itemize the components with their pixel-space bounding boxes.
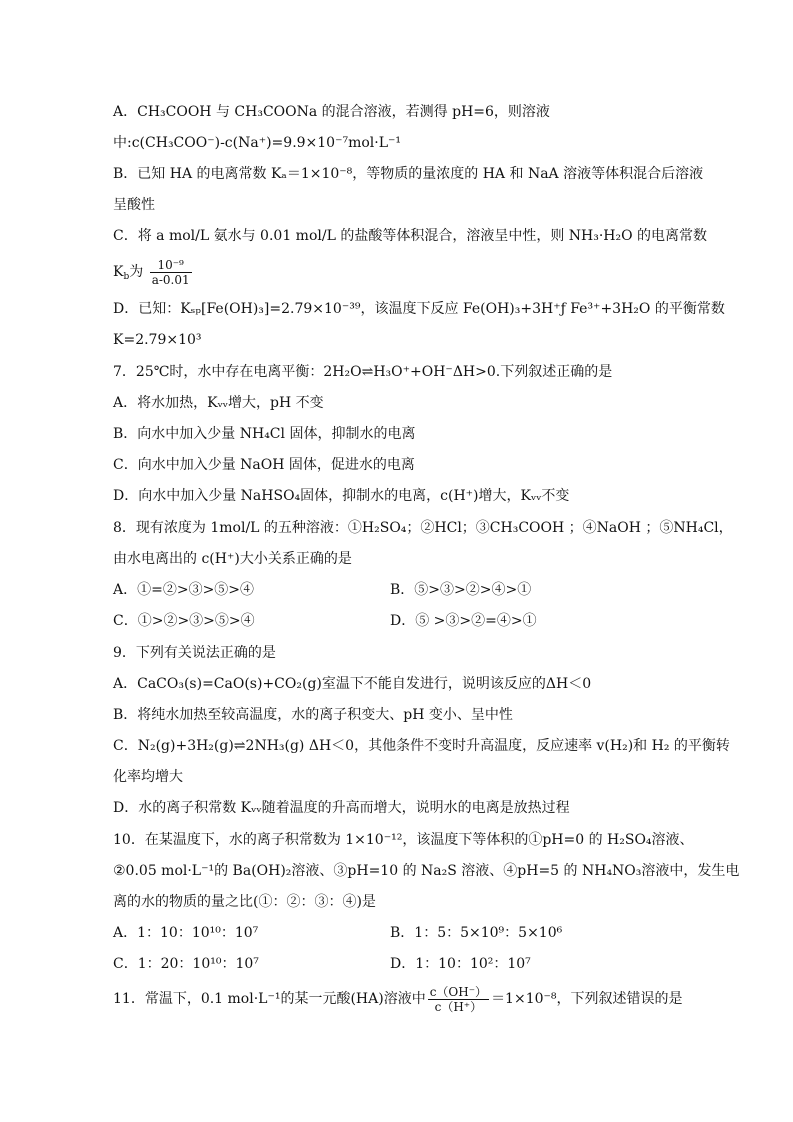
question-7-option-c: C．向水中加入少量 NaOH 固体，促进水的电离: [113, 457, 415, 473]
question-10-option-d: D．1：10：10²：10⁷: [390, 956, 531, 972]
question-7-option-b: B．向水中加入少量 NH₄Cl 固体，抑制水的电离: [113, 426, 416, 442]
option-c-line-1: C．将 a mol/L 氨水与 0.01 mol/L 的盐酸等体积混合，溶液呈中性，则 NH₃·H₂O 的电离常数: [113, 228, 708, 244]
question-10-line-3: 离的水的物质的量之比(①：②：③：④)是: [113, 894, 376, 910]
question-10-line-2: ②0.05 mol·L⁻¹的 Ba(OH)₂溶液、③pH=10 的 Na₂S 溶液、④pH=5 的 NH₄NO₃溶液中，发生电: [113, 863, 740, 879]
question-9: 9．下列有关说法正确的是: [113, 645, 276, 661]
kb-denominator: a-0.01: [151, 272, 190, 287]
question-10-option-b: B．1：5：5×10⁹：5×10⁶: [390, 925, 563, 941]
question-9-option-c-line-2: 化率均增大: [113, 769, 183, 785]
option-d-line-2: K=2.79×10³: [113, 332, 202, 348]
option-a-line-1: A．CH₃COOH 与 CH₃COONa 的混合溶液，若测得 pH=6，则溶液: [113, 104, 550, 120]
option-b-line-2: 呈酸性: [113, 197, 155, 213]
question-9-option-c-line-1: C．N₂(g)+3H₂(g)⇌2NH₃(g) ΔH＜0，其他条件不变时升高温度，反应速率 v(H₂)和 H₂ 的平衡转: [113, 738, 730, 754]
question-7-option-a: A．将水加热，Kᵥᵥ增大，pH 不变: [113, 395, 324, 411]
option-b-line-1: B．已知 HA 的电离常数 Kₐ＝1×10⁻⁸，等物质的量浓度的 HA 和 NaA 溶液等体积混合后溶液: [113, 166, 704, 182]
question-7: 7．25℃时，水中存在电离平衡：2H₂O⇌H₃O⁺+OH⁻ΔH>0.下列叙述正确的是: [113, 364, 613, 380]
option-a-line-2: 中:c(CH₃COO⁻)-c(Na⁺)=9.9×10⁻⁷mol·L⁻¹: [113, 135, 402, 151]
kb-fraction: [150, 258, 192, 287]
kb-symbol: K: [113, 264, 124, 280]
question-10-option-a: A．1：10：10¹⁰：10⁷: [113, 925, 259, 941]
option-c-line-2: [113, 255, 194, 289]
kb-numerator: 10⁻⁹: [150, 258, 192, 273]
h-denominator: c（H⁺）: [434, 999, 483, 1014]
question-8: 8．现有浓度为 1mol/L 的五种溶液：①H₂SO₄；②HCl；③CH₃COOH ；④NaOH ；⑤NH₄Cl，: [113, 520, 733, 536]
question-8-option-a: A．①=②>③>⑤>④: [113, 582, 255, 598]
question-8-option-d: D．⑤ >③>②=④>①: [390, 613, 537, 629]
question-9-option-a: A．CaCO₃(s)=CaO(s)+CO₂(g)室温下不能自发进行，说明该反应的ΔH＜0: [113, 676, 592, 692]
question-11-prefix: 11．常温下，0.1 mol·L⁻¹的某一元酸(HA)溶液中: [113, 991, 426, 1007]
oh-numerator: c（OH⁻）: [429, 984, 488, 999]
question-11: [113, 981, 683, 1017]
question-8-option-b: B．⑤>③>②>④>①: [390, 582, 532, 598]
kb-verb: 为: [129, 264, 144, 280]
oh-h-ratio-fraction: [428, 985, 489, 1014]
kb-subscript: b: [123, 272, 130, 282]
question-7-option-d: D．向水中加入少量 NaHSO₄固体，抑制水的电离，c(H⁺)增大，Kᵥᵥ不变: [113, 488, 570, 504]
option-d-line-1: D．已知：Kₛₚ[Fe(OH)₃]=2.79×10⁻³⁹，该温度下反应 Fe(OH)₃+3H⁺ƒ Fe³⁺+3H₂O 的平衡常数: [113, 301, 725, 317]
question-9-option-b: B．将纯水加热至较高温度，水的离子积变大、pH 变小、呈中性: [113, 707, 513, 723]
question-8-option-c: C．①>②>③>⑤>④: [113, 613, 255, 629]
question-10-line-1: 10．在某温度下，水的离子积常数为 1×10⁻¹²，该温度下等体积的①pH=0 的 H₂SO₄溶液、: [113, 832, 694, 848]
question-8-line-2: 由水电离出的 c(H⁺)大小关系正确的是: [113, 551, 352, 567]
question-10-option-c: C．1：20：10¹⁰：10⁷: [113, 956, 259, 972]
question-11-suffix: ＝1×10⁻⁸，下列叙述错误的是: [491, 991, 683, 1007]
question-9-option-d: D．水的离子积常数 Kᵥᵥ随着温度的升高而增大，说明水的电离是放热过程: [113, 800, 570, 816]
